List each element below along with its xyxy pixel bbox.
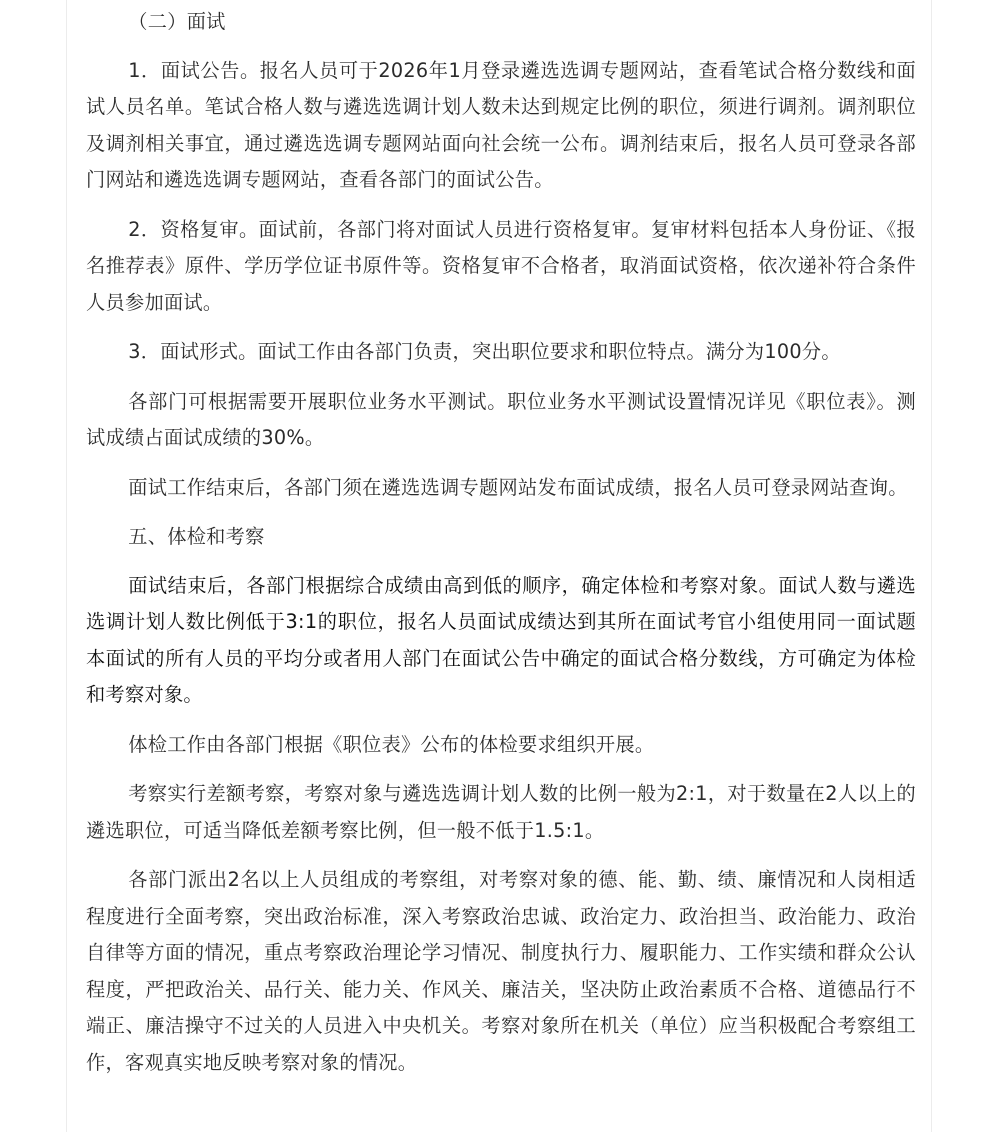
paragraph-interview-results: 面试工作结束后，各部门须在遴选选调专题网站发布面试成绩，报名人员可登录网站查询。 [128,475,908,499]
article-body [86,4,916,1094]
paragraph-differential-inspection: 考察实行差额考察，考察对象与遴选选调计划人数的比例一般为2:1，对于数量在2人以上的遴选职位，可适当降低差额考察比例，但一般不低于1.5:1。 [86,782,916,842]
paragraph-business-test: 各部门可根据需要开展职位业务水平测试。职位业务水平测试设置情况详见《职位表》。测试成绩占面试成绩的30%。 [86,389,916,449]
paragraph-qualification-review: 2．资格复审。面试前，各部门将对面试人员进行资格复审。复审材料包括本人身份证、《报名推荐表》原件、学历学位证书原件等。资格复审不合格者，取消面试资格，依次递补符合条件人员参加面试。 [86,217,916,314]
section-heading-interview: （二）面试 [128,10,226,33]
paragraph-inspection-team: 各部门派出2名以上人员组成的考察组，对考察对象的德、能、勤、绩、廉情况和人岗相适程度进行全面考察，突出政治标准，深入考察政治忠诚、政治定力、政治担当、政治能力、政治自律等方面的情况，重点考察政治理论学习情况、制度执行力、履职能力、工作实绩和群众公认程度，严把政治关、品行关、能力关、作风关、廉洁关，坚决防止政治素质不合格、道德品行不端正、廉洁操守不过关的人员进入中央机关。考察对象所在机关（单位）应当积极配合考察组工作，客观真实地反映考察对象的情况。 [86,868,916,1074]
paragraph-interview-format: 3．面试形式。面试工作由各部门负责，突出职位要求和职位特点。满分为100分。 [128,340,841,363]
paragraph-interview-announcement: 1．面试公告。报名人员可于2026年1月登录遴选选调专题网站，查看笔试合格分数线和面试人员名单。笔试合格人数与遴选选调计划人数未达到规定比例的职位，须进行调剂。调剂职位及调剂相关事宜，通过遴选选调专题网站面向社会统一公布。调剂结束后，报名人员可登录各部门网站和遴选选调专题网站，查看各部门的面试公告。 [86,58,916,191]
paragraph-exam-candidates: 面试结束后，各部门根据综合成绩由高到低的顺序，确定体检和考察对象。面试人数与遴选选调计划人数比例低于3:1的职位，报名人员面试成绩达到其所在面试考官小组使用同一面试题本面试的所有人员的平均分或者用人部门在面试公告中确定的面试合格分数线，方可确定为体检和考察对象。 [86,573,916,706]
paragraph-physical-exam: 体检工作由各部门根据《职位表》公布的体检要求组织开展。 [128,732,655,756]
section-heading-physical-exam: 五、体检和考察 [128,525,265,548]
